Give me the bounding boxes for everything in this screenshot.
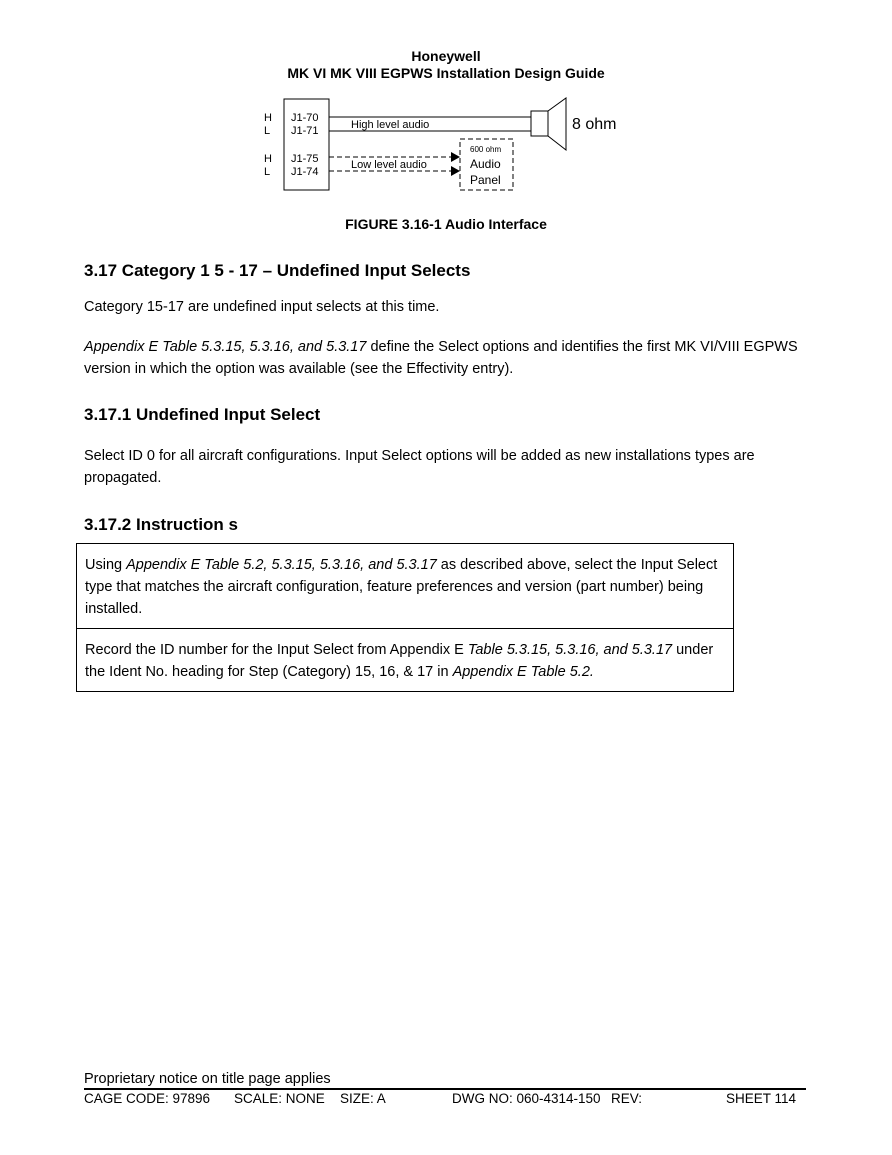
speaker-icon (531, 111, 548, 136)
pin-j1-71: J1-71 (291, 125, 319, 137)
header-company: Honeywell (411, 48, 481, 64)
cell-text: under the Ident No. heading for Step (Category) 15, 16, & 17 in (85, 642, 714, 680)
arrow-icon (451, 166, 460, 176)
footer-rev: REV: (611, 1091, 643, 1106)
instructions-row-1 (77, 544, 734, 629)
label-h-1: H (264, 112, 272, 124)
arrow-icon (451, 152, 460, 162)
audio-panel-ohm: 600 ohm (470, 145, 502, 154)
label-l-1: L (264, 125, 271, 137)
section-3-17-paragraph-2 (84, 336, 814, 380)
cell-text: as described above, select the Input Select type that matches the aircraft configuration, feature preferences and version (part number) being installed. (85, 557, 718, 617)
footer-scale: SCALE: NONE (234, 1091, 325, 1106)
footer-dwg-no: DWG NO: 060-4314-150 (452, 1091, 601, 1106)
table-reference: Table 5.3.15, 5.3.16, and 5.3.17 (467, 642, 673, 658)
cell-text: Using (85, 557, 127, 573)
low-level-label: Low level audio (351, 159, 427, 171)
section-3-17-1-paragraph: Select ID 0 for all aircraft configurations. Input Select options will be added as new installations types are propagated. (84, 448, 755, 486)
pin-j1-74: J1-74 (291, 166, 319, 178)
proprietary-notice: Proprietary notice on title page applies (84, 1071, 331, 1087)
high-level-label: High level audio (351, 119, 430, 131)
footer-cage-code: CAGE CODE: 97896 (84, 1091, 211, 1106)
label-l-2: L (264, 166, 271, 178)
audio-panel-panel: Panel (470, 173, 501, 187)
paragraph-text: define the Select options and identifies the first MK VI/VIII EGPWS version in which the option was available (see the Effectivity entry). (84, 339, 798, 377)
speaker-cone (548, 98, 566, 150)
section-3-17-heading: 3.17 Category 1 5 - 17 – Undefined Input Selects (84, 261, 471, 280)
appendix-reference: Appendix E Table 5.2, 5.3.15, 5.3.16, and 5.3.17 (126, 557, 437, 573)
appendix-reference: Appendix E Table 5.3.15, 5.3.16, and 5.3.17 (84, 339, 367, 355)
label-h-2: H (264, 153, 272, 165)
section-3-17-1-heading: 3.17.1 Undefined Input Select (84, 405, 321, 424)
audio-panel-audio: Audio (470, 157, 501, 171)
pin-j1-70: J1-70 (291, 112, 319, 124)
header-title: MK VI MK VIII EGPWS Installation Design Guide (287, 65, 605, 81)
audio-interface-diagram (0, 0, 892, 210)
section-3-17-2-heading: 3.17.2 Instruction s (84, 515, 238, 534)
instructions-cell-2 (77, 629, 734, 692)
instructions-cell-1 (77, 544, 734, 629)
footer-divider (84, 1088, 806, 1090)
figure-caption: FIGURE 3.16-1 Audio Interface (345, 216, 547, 232)
instructions-row-2 (77, 629, 734, 692)
instructions-table (76, 543, 734, 692)
appendix-reference: Appendix E Table 5.2. (452, 664, 594, 680)
pin-j1-75: J1-75 (291, 153, 319, 165)
footer-sheet: SHEET 114 (726, 1091, 797, 1106)
cell-text: Record the ID number for the Input Select from Appendix E (85, 642, 468, 658)
speaker-impedance: 8 ohm (572, 116, 617, 133)
section-3-17-paragraph-1: Category 15-17 are undefined input selects at this time. (84, 299, 440, 315)
footer-size: SIZE: A (340, 1091, 386, 1106)
